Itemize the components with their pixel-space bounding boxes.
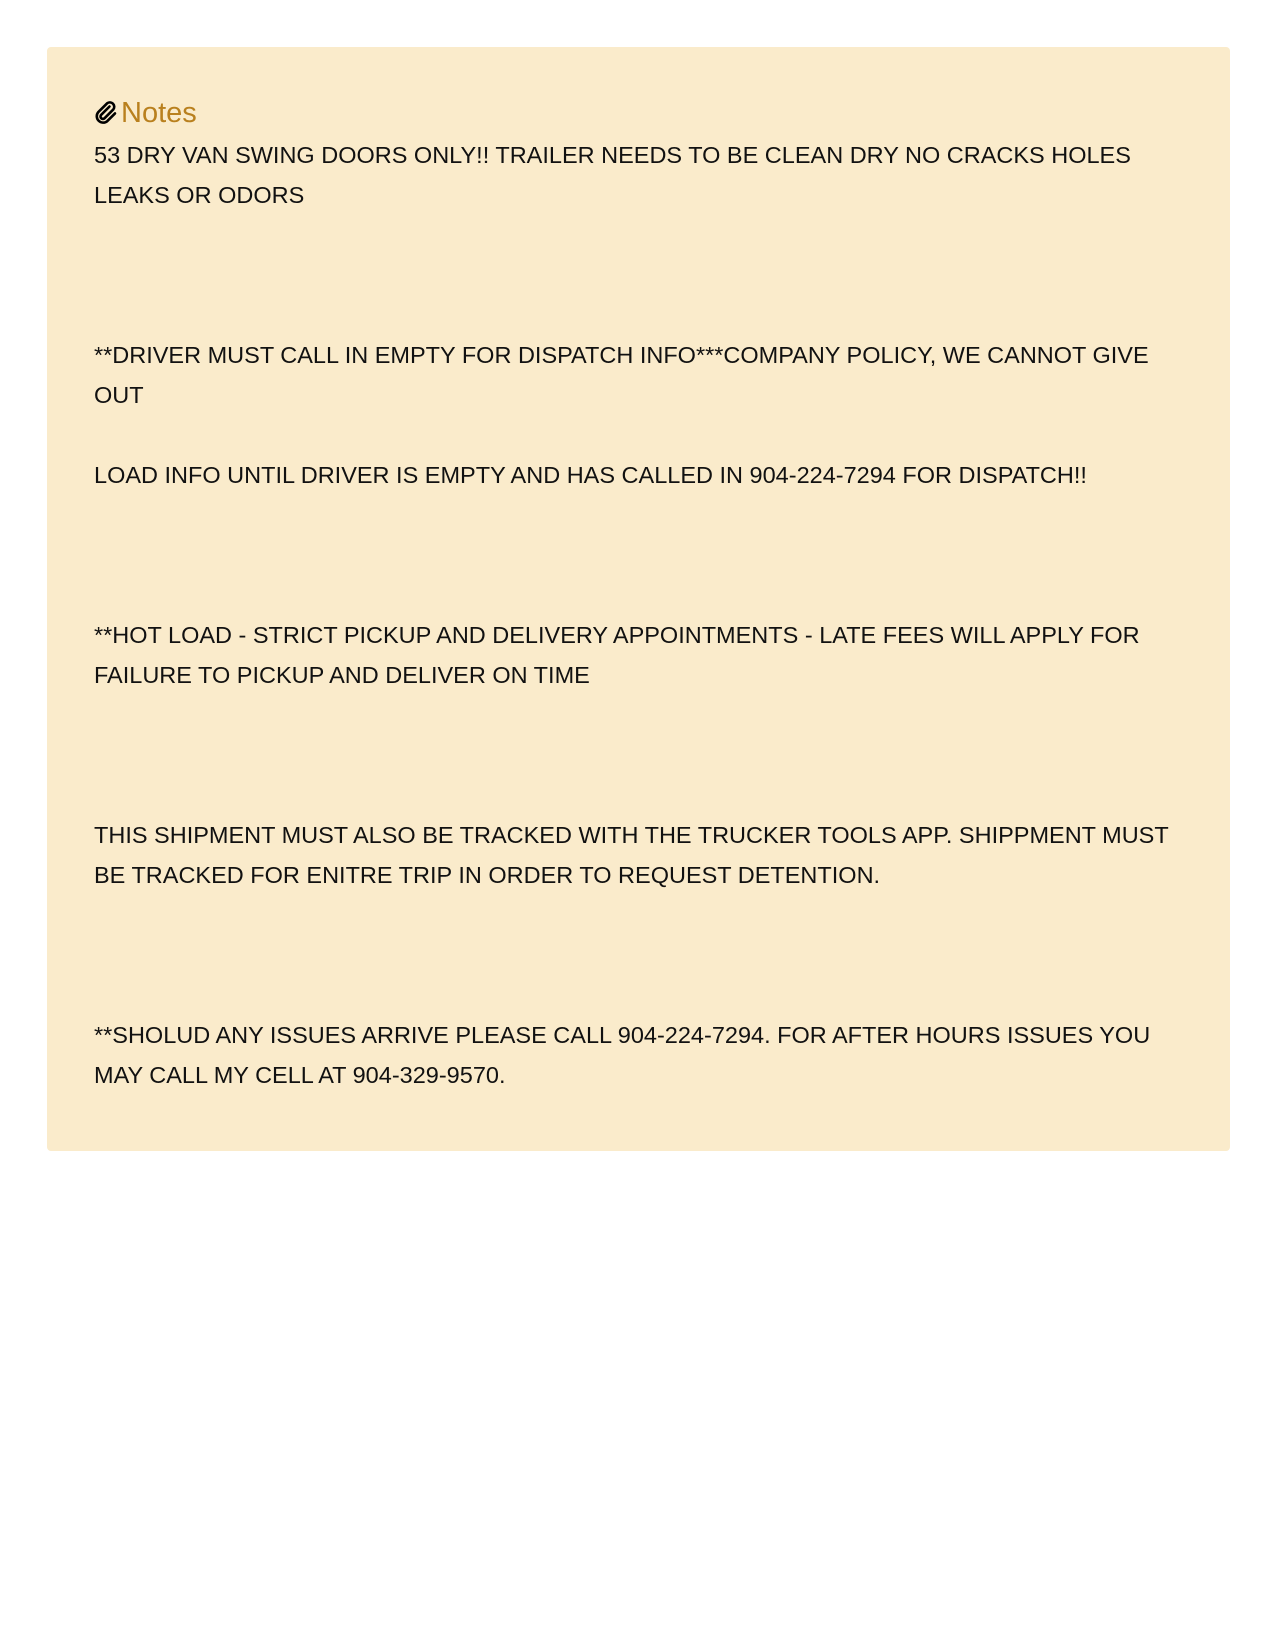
paperclip-icon [94, 100, 118, 126]
spacer [94, 895, 1183, 1015]
spacer [94, 695, 1183, 815]
spacer [94, 415, 1183, 455]
notes-panel [47, 47, 1230, 1151]
spacer [94, 495, 1183, 615]
notes-title: Notes [121, 97, 197, 129]
note-contact: **SHOLUD ANY ISSUES ARRIVE PLEASE CALL 904-224-7294. FOR AFTER HOURS ISSUES YOU MAY CALL MY CELL AT 904-329-9570. [94, 1022, 1151, 1088]
note-tracking: THIS SHIPMENT MUST ALSO BE TRACKED WITH THE TRUCKER TOOLS APP. SHIPPMENT MUST BE TRACKED FOR ENITRE TRIP IN ORDER TO REQUEST DETENTION. [94, 822, 1169, 888]
notes-header [94, 93, 1183, 133]
note-hot-load: **HOT LOAD - STRICT PICKUP AND DELIVERY APPOINTMENTS - LATE FEES WILL APPLY FOR FAILURE TO PICKUP AND DELIVER ON TIME [94, 622, 1140, 688]
note-dispatch-policy: **DRIVER MUST CALL IN EMPTY FOR DISPATCH INFO***COMPANY POLICY, WE CANNOT GIVE OUT [94, 342, 1149, 408]
spacer [94, 215, 1183, 335]
note-trailer-requirements: 53 DRY VAN SWING DOORS ONLY!! TRAILER NEEDS TO BE CLEAN DRY NO CRACKS HOLES LEAKS OR ODORS [94, 142, 1131, 208]
note-dispatch-phone: LOAD INFO UNTIL DRIVER IS EMPTY AND HAS CALLED IN 904-224-7294 FOR DISPATCH!! [94, 462, 1087, 488]
